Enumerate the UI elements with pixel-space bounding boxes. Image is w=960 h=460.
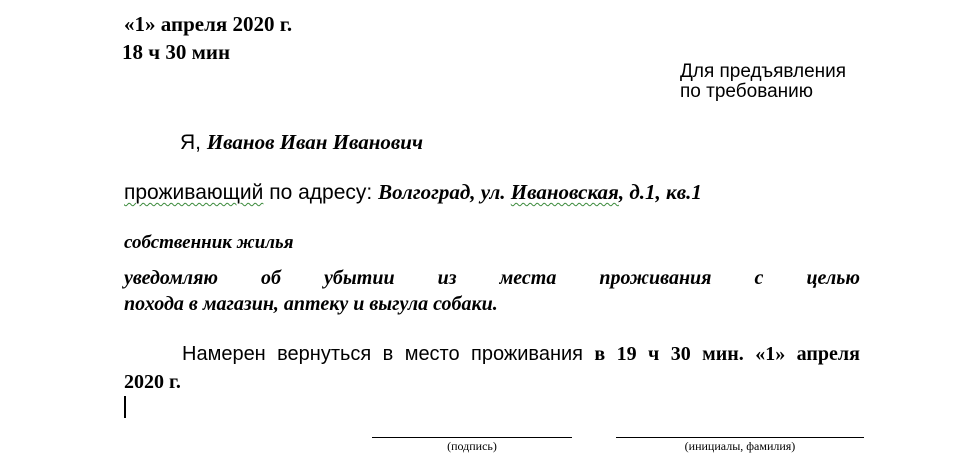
notice-paragraph <box>124 265 860 317</box>
name-label: (инициалы, фамилия) <box>684 439 796 453</box>
notice-line-1 <box>124 265 860 291</box>
return-word: место <box>404 343 460 365</box>
return-word: проживания <box>471 343 584 365</box>
address-street: Ивановская <box>510 180 619 204</box>
notice-word: уведомляю <box>124 267 218 289</box>
signature-label: (подпись) <box>447 439 497 453</box>
address-line <box>124 180 702 205</box>
notice-word: целью <box>806 267 860 289</box>
signature-line[interactable] <box>372 437 572 438</box>
return-word: в <box>382 343 394 365</box>
notice-line-2: похода в магазин, аптеку и выгула собаки. <box>124 293 498 315</box>
address-house: , д.1, кв.1 <box>618 180 702 204</box>
return-bold-word: «1» <box>755 343 786 365</box>
time-line: 18 ч 30 мин <box>122 40 231 64</box>
role-line: собственник жилья <box>124 232 294 253</box>
notice-word: места <box>499 267 557 289</box>
return-bold-word: мин. <box>702 343 744 365</box>
name-line[interactable] <box>616 437 864 438</box>
purpose-line-1: Для предъявления <box>680 61 847 82</box>
address-label-word: проживающий <box>124 181 264 204</box>
return-bold-word: ч <box>648 343 660 365</box>
address-city: Волгоград, ул. <box>378 180 511 204</box>
purpose-line-2: по требованию <box>680 81 814 102</box>
return-line-2: 2020 г. <box>124 371 181 393</box>
notice-word: об <box>261 267 281 289</box>
text-cursor <box>124 396 126 418</box>
return-bold-word: апреля <box>796 343 860 365</box>
return-bold-word: 19 <box>616 343 637 365</box>
return-word: вернуться <box>277 343 372 365</box>
applicant-line <box>180 130 423 155</box>
address-label-rest: по адресу: <box>263 181 379 204</box>
notice-word: из <box>437 267 457 289</box>
return-bold-word: в <box>594 343 606 365</box>
purpose-block <box>680 62 846 102</box>
notice-word: с <box>754 267 764 289</box>
applicant-name: Иванов Иван Иванович <box>206 130 424 154</box>
applicant-prefix: Я, <box>180 131 207 154</box>
notice-word: проживания <box>599 267 712 289</box>
notice-word: убытии <box>324 267 395 289</box>
return-paragraph <box>124 340 860 396</box>
return-word: Намерен <box>182 343 266 365</box>
return-line-1 <box>124 340 860 368</box>
date-line: «1» апреля 2020 г. <box>124 12 293 36</box>
return-bold-word: 30 <box>670 343 691 365</box>
